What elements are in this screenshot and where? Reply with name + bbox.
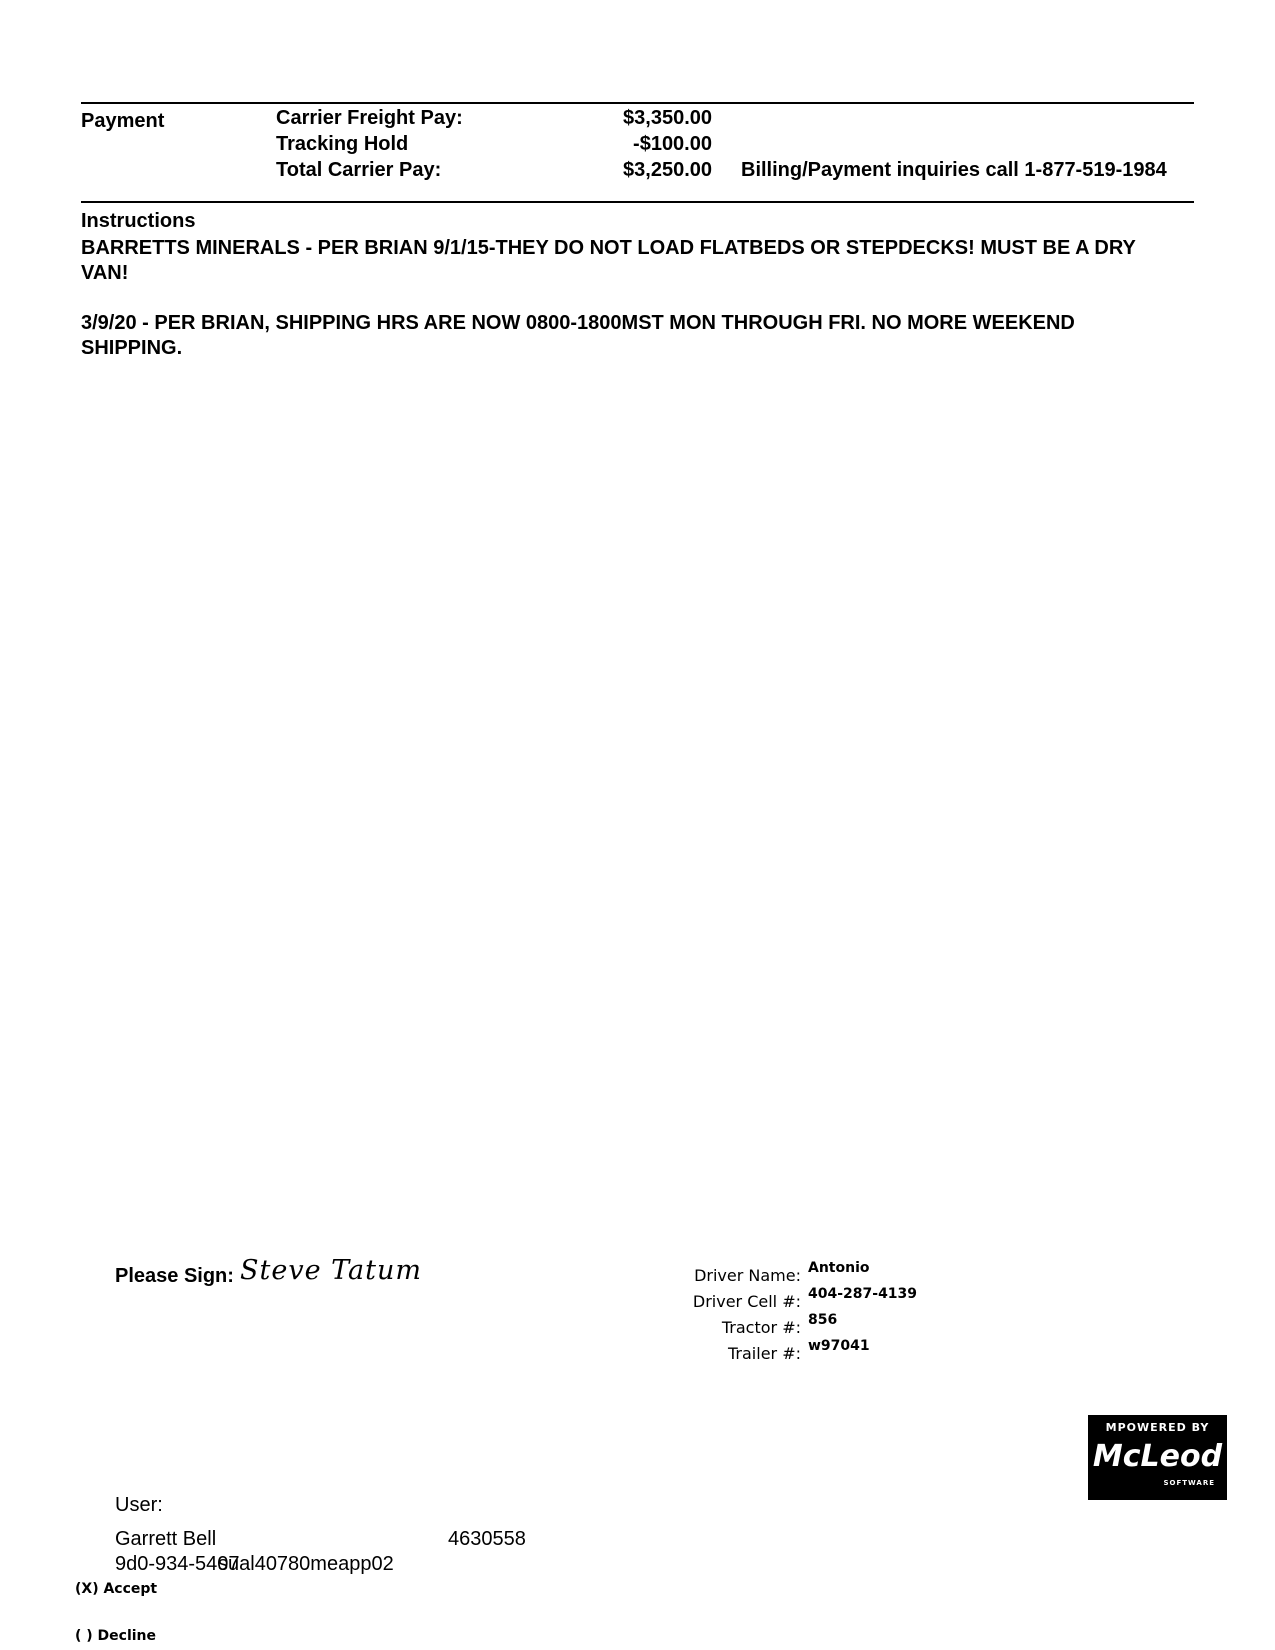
driver-name-value: Antonio [808,1260,870,1276]
payment-row-label: Total Carrier Pay: [276,159,442,181]
logo-top-text: MPOWERED BY [1105,1421,1210,1434]
tractor-label: Tractor #: [721,1318,801,1337]
tractor-value: 856 [808,1312,838,1328]
payment-divider [81,201,1194,203]
signature-label: Please Sign: [115,1265,234,1287]
payment-row-amount: -$100.00 [633,133,712,155]
billing-inquiries-text: Billing/Payment inquiries call 1-877-519-1984 [741,159,1167,181]
payment-row-label: Tracking Hold [276,133,409,155]
user-overlap-text-a: 9d0-934-5407 [115,1553,240,1575]
user-name: Garrett Bell [115,1528,217,1550]
trailer-value: w97041 [808,1338,870,1354]
payment-row-amount: $3,350.00 [623,107,712,129]
logo-sub-text: SOFTWARE [1163,1479,1215,1487]
logo-brand-text: McLeod [1092,1439,1223,1474]
decline-option[interactable]: ( ) Decline [75,1628,157,1644]
instruction-paragraph: 3/9/20 - PER BRIAN, SHIPPING HRS ARE NOW 0800-1800MST MON THROUGH FRI. NO MORE WEEKEND SHIPPING. [81,312,1075,359]
user-number: 4630558 [448,1528,526,1550]
driver-name-label: Driver Name: [694,1266,801,1285]
signature-value[interactable]: Steve Tatum [240,1255,422,1286]
user-label: User: [115,1494,163,1516]
payment-row-label: Carrier Freight Pay: [276,107,463,129]
trailer-label: Trailer #: [728,1344,801,1363]
payment-section-label: Payment [81,110,165,132]
accept-option[interactable]: (X) Accept [75,1581,158,1597]
top-rule [81,102,1194,104]
user-overlap-text-b: sual40780meapp02 [218,1553,394,1575]
driver-cell-value: 404-287-4139 [808,1286,918,1302]
payment-row-amount: $3,250.00 [623,159,712,181]
mcleod-logo [1088,1415,1227,1500]
instructions-heading: Instructions [81,210,196,232]
instruction-paragraph: BARRETTS MINERALS - PER BRIAN 9/1/15-THEY DO NOT LOAD FLATBEDS OR STEPDECKS! MUST BE A DRY VAN! [81,237,1136,284]
driver-cell-label: Driver Cell #: [692,1292,801,1311]
